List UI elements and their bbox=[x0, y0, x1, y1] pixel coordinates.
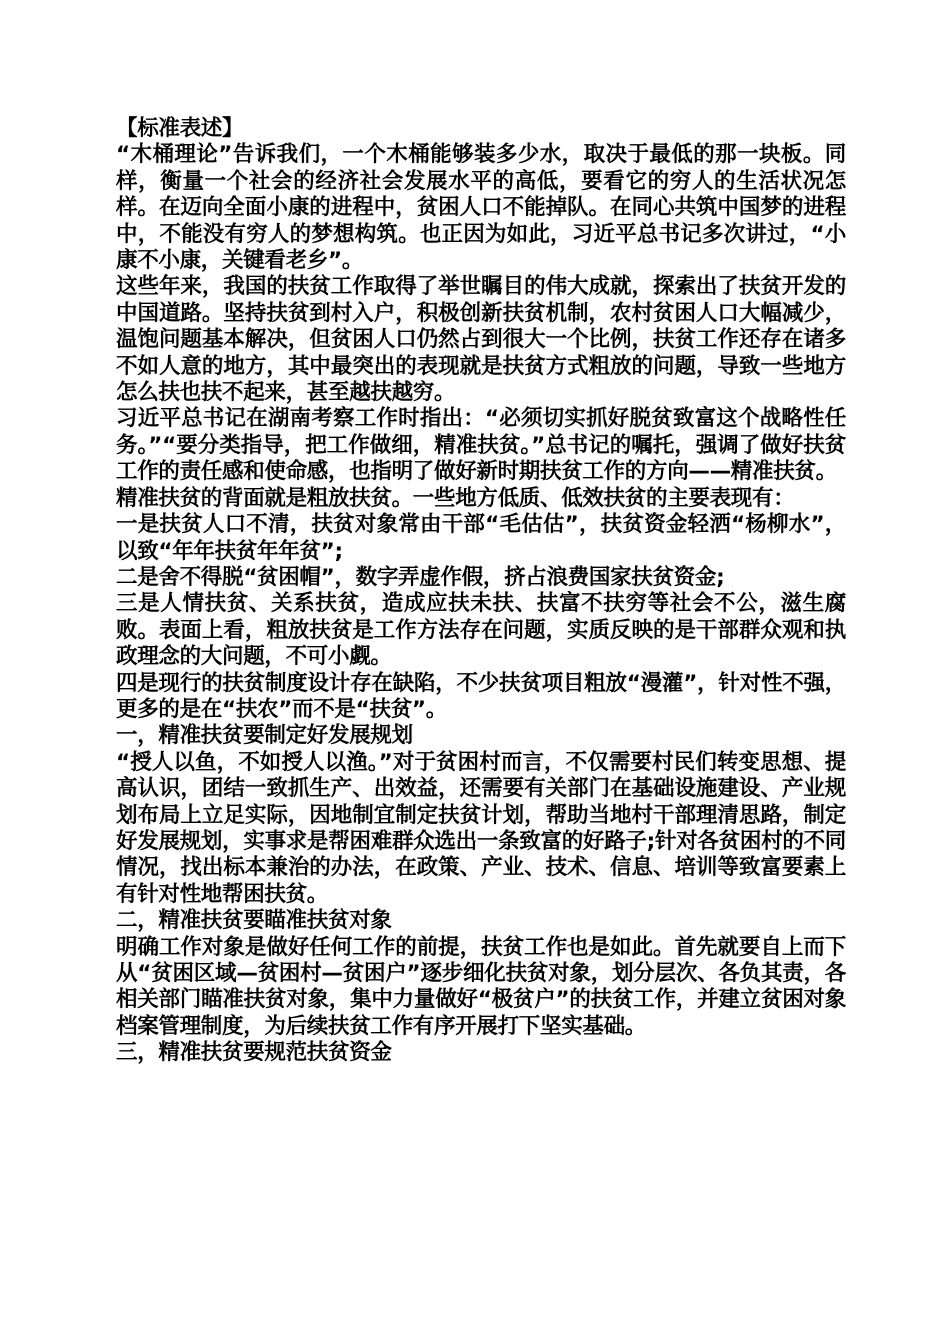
paragraph-point-four: 四是现行的扶贫制度设计存在缺陷，不少扶贫项目粗放“漫灌”，针对性不强，更多的是在“扶农”而不是“扶贫”。 bbox=[116, 670, 846, 722]
section-heading-2: 二，精准扶贫要瞄准扶贫对象 bbox=[116, 908, 392, 934]
paragraph-point-two: 二是舍不得脱“贫困帽”，数字弄虚作假，挤占浪费国家扶贫资金; bbox=[116, 564, 725, 590]
section-body-2: 明确工作对象是做好任何工作的前提，扶贫工作也是如此。首先就要自上而下从“贫困区域—贫困村—贫困户”逐步细化扶贫对象，划分层次、各负其责，各相关部门瞄准扶贫对象，集中力量做好“极贫户”的扶贫工作，并建立贫困对象档案管理制度，为后续扶贫工作有序开展打下坚实基础。 bbox=[116, 934, 846, 1039]
paragraph-achievements: 这些年来，我国的扶贫工作取得了举世瞩目的伟大成就，探索出了扶贫开发的中国道路。坚持扶贫到村入户，积极创新扶贫机制，农村贫困人口大幅减少，温饱问题基本解决，但贫困人口仍然占到很大一个比例，扶贫工作还存在诸多不如人意的地方，其中最突出的表现就是扶贫方式粗放的问题，导致一些地方怎么扶也扶不起来，甚至越扶越穷。 bbox=[116, 274, 846, 406]
section-body-1: “授人以鱼，不如授人以渔。”对于贫困村而言，不仅需要村民们转变思想、提高认识，团结一致抓生产、出效益，还需要有关部门在基础设施建设、产业规划布局上立足实际，因地制宜制定扶贫计划，帮助当地村干部理清思路，制定好发展规划，实事求是帮困难群众选出一条致富的好路子;针对各贫困村的不同情况，找出标本兼治的办法，在政策、产业、技术、信息、培训等致富要素上有针对性地帮困扶贫。 bbox=[116, 749, 846, 907]
paragraph-point-one: 一是扶贫人口不清，扶贫对象常由干部“毛估估”，扶贫资金轻洒“杨柳水”，以致“年年扶贫年年贫”; bbox=[116, 512, 846, 564]
document-page bbox=[116, 116, 846, 1067]
paragraph-barrel-theory: “木桶理论”告诉我们，一个木桶能够装多少水，取决于最低的那一块板。同样，衡量一个社会的经济社会发展水平的高低，要看它的穷人的生活状况怎样。在迈向全面小康的进程中，贫困人口不能掉队。在同心共筑中国梦的进程中，不能没有穷人的梦想构筑。也正因为如此，习近平总书记多次讲过，“小康不小康，关键看老乡”。 bbox=[116, 142, 846, 274]
paragraph-hunan-instruction: 习近平总书记在湖南考察工作时指出：“必须切实抓好脱贫致富这个战略性任务。”“要分类指导，把工作做细，精准扶贫。”总书记的嘱托，强调了做好扶贫工作的责任感和使命感，也指明了做好新时期扶贫工作的方向——精准扶贫。 bbox=[116, 406, 846, 485]
paragraph-extensive-poverty: 精准扶贫的背面就是粗放扶贫。一些地方低质、低效扶贫的主要表现有： bbox=[116, 485, 795, 511]
paragraph-point-three: 三是人情扶贫、关系扶贫，造成应扶未扶、扶富不扶穷等社会不公，滋生腐败。表面上看，粗放扶贫是工作方法存在问题，实质反映的是干部群众观和执政理念的大问题，不可小觑。 bbox=[116, 591, 846, 670]
document-title: 【标准表述】 bbox=[116, 116, 244, 141]
section-heading-1: 一，精准扶贫要制定好发展规划 bbox=[116, 723, 413, 749]
section-heading-3: 三，精准扶贫要规范扶贫资金 bbox=[116, 1040, 392, 1066]
